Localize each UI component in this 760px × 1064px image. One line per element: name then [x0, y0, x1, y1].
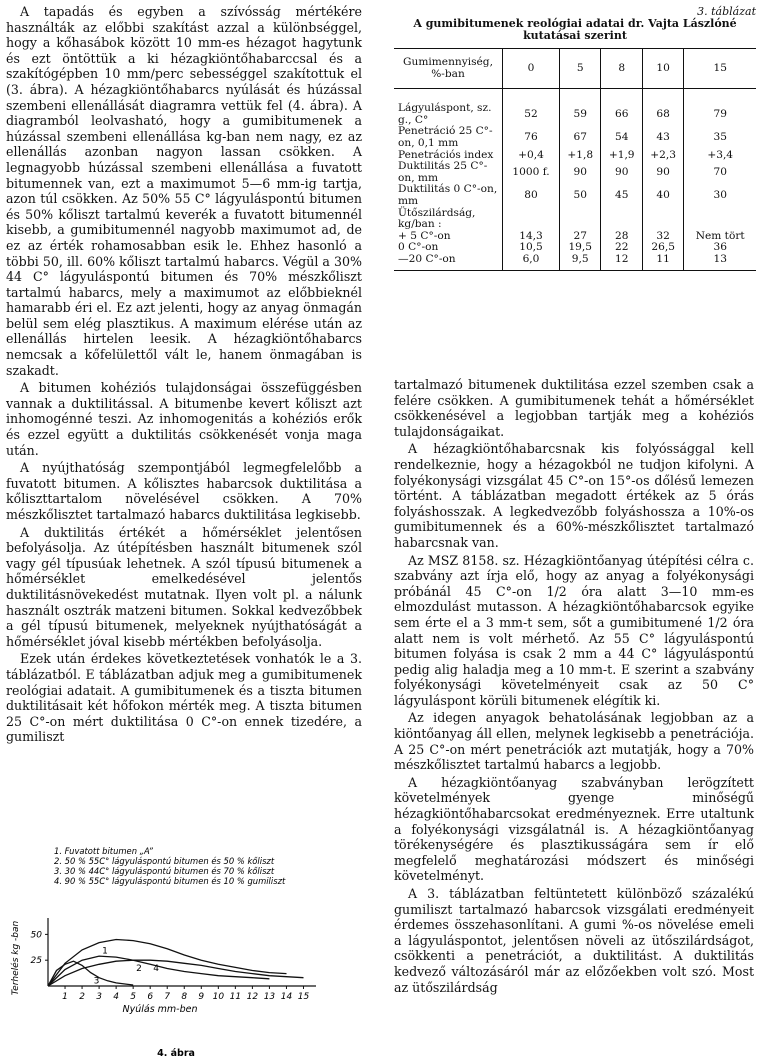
figure-4	[6, 842, 362, 1060]
right-column-paragraph: A 3. táblázatban feltüntetett különböző százalékú gumiliszt tartalmazó habarcsok vizsgálati eredményeit érdemes összehasonlítani. A gumi %-os növelése emeli a lágyuláspontot, jelentősen növeli az ütőszilárdságot, csökkenti a penetrációt, a duktilitást. A duktilitás kedvező változásáról már az előzőekben volt szó. Most az ütőszilárdság	[394, 886, 754, 995]
table-column-header: 5	[560, 49, 601, 89]
table-cell: 76	[503, 126, 560, 149]
table-cell: 14,3	[503, 231, 560, 243]
table-cell: 90	[560, 161, 601, 184]
left-column-paragraph: A bitumen kohéziós tulajdonságai összefüggésben vannak a duktilitással. A bitumenbe kevert kőliszt azt inhomogénné teszi. Az inhomogenitás a kohéziós erők és ezzel együtt a duktilitás csökkenését vonja maga után.	[6, 380, 362, 458]
table-column-header: 15	[684, 49, 756, 89]
table-cell: +1,8	[560, 150, 601, 162]
left-column-paragraph: A duktilitás értékét a hőmérséklet jelentősen befolyásolja. Az útépítésben használt bitumenek szól vagy gél típusúak lehetnek. A szól típusú bitumenek a hőmérséklet emelkedésével jelentős duktilitásnövekedést mutatnak. Ilyen volt pl. a nálunk használt osztrák matzeni bitumen. Sokkal kedvezőbbek a gél típusú bitumenek, melyeknek nyújthatóságát a hőmérséklet jóval kisebb mértékben befolyásolja.	[6, 524, 362, 649]
series-label: 3	[93, 976, 100, 987]
table-cell: 19,5	[560, 242, 601, 254]
table-cell: Nem tört	[684, 231, 756, 243]
x-tick-label: 6	[147, 992, 154, 1002]
x-tick-label: 9	[198, 992, 205, 1002]
x-tick-label: 14	[280, 992, 293, 1002]
table-row-label: Penetrációs index	[398, 148, 494, 161]
table-row-label: Duktilitás 25 C°-on, mm	[398, 160, 488, 184]
table-cell: 67	[560, 126, 601, 149]
series-label: 4	[153, 964, 159, 975]
series-label: 1	[102, 946, 108, 957]
right-text-column	[394, 377, 754, 997]
x-tick-label: 11	[229, 992, 242, 1002]
series-4-line	[48, 960, 304, 986]
table-row-label: Penetráció 25 C°-on, 0,1 mm	[398, 125, 493, 149]
table-cell: 9,5	[560, 254, 601, 270]
table-cell: 36	[684, 242, 756, 254]
table-row	[394, 254, 756, 270]
table-cell: 12	[601, 254, 642, 270]
x-tick-label: 3	[96, 992, 102, 1002]
table-row-label: 0 C°-on	[398, 241, 439, 254]
table-cell: 66	[601, 89, 642, 127]
left-column-paragraph: A tapadás és egyben a szívósság mértékére használták az előbbi szakítást azzal a különbséggel, hogy a kőhasábok között 10 mm-es hézagot hagytunk és ezt öntöttük a ki hézagkiöntőhabarccsal és a szakítógépben 10 mm/perc sebességgel szakítottuk el (3. ábra). A hézagkiöntőhabarcs nyúlását és húzással szembeni ellenállását diagramra vettük fel (4. ábra). A diagramból leolvasható, hogy a gumibitumenek a húzással szembeni ellenállása kg-ban nem nagy, ez az ellenállás azonban nagyon lassan csökken. A legnagyobb húzással szembeni ellenállása a fuvatott bitumennek van, ezt a maximumot 5—6 mm-ig tartja, azon túl csökken. Az 50% 55 C° lágyuláspontú bitumen és 50% kőliszt tartalmú keverék a fuvatott bitumennél kisebb, a gumibitumennél nagyobb maximumot ad, de ez az érték rohamosabban esik le. Ehhez hasonló a többi 50, ill. 60% kőliszt tartalmú habarcs. Végül a 30% 44 C° lágyuláspontú bitumen és 70% mészkőliszt tartalmú habarcs, mely a maximumot az előbbieknél hamarabb éri el. Ez azt jelenti, hogy az anyag önmagán belül sem elég plasztikus. A maximum elérése után az ellenállás hirtelen leesik. A hézagkiöntőhabarcs nemcsak a kőfelülettől vált le, hanem önmagában is szakadt.	[6, 4, 362, 378]
table-cell: 6,0	[503, 254, 560, 270]
x-tick-label: 7	[164, 992, 171, 1002]
table-cell: 1000 f.	[503, 161, 560, 184]
table-row-label: + 5 C°-on	[398, 229, 451, 242]
table-cell: 26,5	[642, 242, 683, 254]
table-column-header: 10	[642, 49, 683, 89]
series-1-line	[48, 940, 287, 987]
rheology-table	[394, 48, 756, 271]
table-cell	[560, 208, 601, 231]
table-column-header: 0	[503, 49, 560, 89]
x-tick-label: 10	[212, 992, 225, 1002]
table-3-block	[394, 6, 756, 271]
right-column-paragraph: Az MSZ 8158. sz. Hézagkiöntőanyag útépítési célra c. szabvány azt írja elő, hogy az anyag a folyékonysági próbánál 45 C°-on 1/2 óra alatt 3—10 mm-es elmozdulást mutasson. A hézagkiöntőhabarcsok egyike sem érte el a 3 mm-t sem, sőt a gumibitumené 1/2 óra alatt nem is volt mérhető. Az 55 C° lágyuláspontú bitumen folyása is csak 2 mm a 44 C° lágyuláspontú pedig alig haladja meg a 10 mm-t. E szerint a szabvány folyékonysági követelményeit csak az 50 C° lágyuláspont körüli bitumenek elégítik ki.	[394, 552, 754, 708]
x-tick-label: 13	[263, 992, 276, 1002]
table-cell: 40	[642, 184, 683, 207]
table-cell	[503, 208, 560, 231]
table-cell: 59	[560, 89, 601, 127]
figure-4-chart	[6, 842, 362, 1060]
table-cell: 90	[601, 161, 642, 184]
right-column-paragraph: A hézagkiöntőhabarcsnak kis folyóssággal kell rendelkeznie, hogy a hézagokból ne tudjon kifolyni. A folyékonysági vizsgálat 45 C°-on 15°-os dőlésű lemezen történt. A táblázatban megadott értékek az 5 órás folyáshosszak. A legkedvezőbb folyáshossza a 10%-os gumibitumennek és a 60%-mészkőlisztet tartalmazó habarcsnak van.	[394, 441, 754, 550]
table-title	[394, 18, 756, 42]
right-column-paragraph: tartalmazó bitumenek duktilitása ezzel szemben csak a felére csökken. A gumibitumenek tehát a hőmérséklet csökkenésével a legjobban tartják meg a kohéziós tulajdonságaikat.	[394, 377, 754, 439]
x-axis-label: Nyúlás mm-ben	[122, 1004, 198, 1015]
table-cell: 50	[560, 184, 601, 207]
table-title-line-2: kutatásai szerint	[523, 29, 627, 42]
legend-entry: 1. Fuvatott bitumen „A”	[54, 846, 153, 856]
table-cell: 32	[642, 231, 683, 243]
legend-entry: 3. 30 % 44C° lágyuláspontú bitumen és 70 % kőliszt	[54, 866, 275, 876]
left-text-column	[6, 4, 362, 747]
y-tick-label: 50	[30, 930, 42, 941]
table-row-label: Ütőszilárdság, kg/ban :	[398, 206, 476, 231]
x-tick-label: 5	[130, 992, 137, 1002]
table-cell	[684, 208, 756, 231]
table-cell: 10,5	[503, 242, 560, 254]
table-cell: 35	[684, 126, 756, 149]
table-cell: 68	[642, 89, 683, 127]
series-label: 2	[136, 964, 142, 975]
y-tick-label: 25	[30, 956, 42, 967]
x-tick-label: 2	[79, 992, 85, 1002]
table-cell: 43	[642, 126, 683, 149]
table-cell: 45	[601, 184, 642, 207]
table-cell: 11	[642, 254, 683, 270]
x-tick-label: 12	[246, 992, 259, 1002]
left-column-paragraph: Ezek után érdekes következtetések vonhatók le a 3. táblázatból. E táblázatban adjuk meg a gumibitumenek reológiai adatait. A gumibitumenek és a tiszta bitumen duktilitásait két hőfokon mérték meg. A tiszta bitumen 25 C°-on mért duktilitása 0 C°-on ennek tizedére, a gumiliszt	[6, 651, 362, 745]
table-row-label: Duktilitás 0 C°-on, mm	[398, 183, 498, 207]
table-cell: 80	[503, 184, 560, 207]
left-column-paragraph: A nyújthatóság szempontjából legmegfelelőbb a fuvatott bitumen. A kőlisztes habarcsok duktilitása a kőliszttartalom növelésével csökken. A 70% mészkőlisztet tartalmazó habarcs duktilitása legkisebb.	[6, 460, 362, 522]
table-cell: 27	[560, 231, 601, 243]
legend-entry: 2. 50 % 55C° lágyuláspontú bitumen és 50 % kőliszt	[54, 856, 275, 866]
table-column-header: 8	[601, 49, 642, 89]
table-cell: 70	[684, 161, 756, 184]
x-tick-label: 8	[181, 992, 188, 1002]
table-cell: 13	[684, 254, 756, 270]
table-header-label: Gumimennyiség, %-ban	[394, 49, 503, 89]
legend-entry: 4. 90 % 55C° lágyuláspontú bitumen és 10 % gumiliszt	[54, 876, 286, 886]
table-cell: +2,3	[642, 150, 683, 162]
table-cell: 30	[684, 184, 756, 207]
table-row	[394, 161, 756, 184]
right-column-paragraph: A hézagkiöntőanyag szabványban lerögzített követelmények gyenge minőségű hézagkiöntőhabarcsokat eredményeznek. Erre utaltunk a folyékonysági vizsgálatnál is. A hézagkiöntőanyag törékenységére és plasztikusságára sem ír elő megfelelő meghatározási módszert és minőségi követelményt.	[394, 774, 754, 884]
table-cell: 79	[684, 89, 756, 127]
table-cell: 52	[503, 89, 560, 127]
table-cell: 28	[601, 231, 642, 243]
x-tick-label: 15	[297, 992, 310, 1002]
x-tick-label: 4	[113, 992, 119, 1002]
table-cell	[601, 208, 642, 231]
table-cell: 90	[642, 161, 683, 184]
table-cell: +3,4	[684, 150, 756, 162]
table-title-line-1: A gumibitumenek reológiai adatai dr. Vajta Lászlóné	[413, 17, 737, 30]
x-tick-label: 1	[62, 992, 68, 1002]
table-row	[394, 184, 756, 207]
table-row-label: Lágyuláspont, sz. g., C°	[398, 102, 492, 126]
table-row	[394, 208, 756, 231]
table-cell: 54	[601, 126, 642, 149]
table-cell	[642, 208, 683, 231]
table-cell: 22	[601, 242, 642, 254]
figure-caption: 4. ábra	[157, 1048, 195, 1059]
table-number: 3. táblázat	[697, 5, 756, 18]
table-row	[394, 126, 756, 149]
table-cell: +0,4	[503, 150, 560, 162]
table-row-label: —20 C°-on	[398, 252, 456, 265]
table-header-row	[394, 49, 756, 89]
table-row	[394, 89, 756, 127]
y-axis-label: Terhelés kg -ban	[11, 920, 21, 996]
table-cell: +1,9	[601, 150, 642, 162]
right-column-paragraph: Az idegen anyagok behatolásának legjobban az a kiöntőanyag áll ellen, melynek legkisebb a penetrációja. A 25 C°-on mért penetrációk azt mutatják, hogy a 70% mészkőlisztet tartalmú habarcs a legjobb.	[394, 710, 754, 773]
